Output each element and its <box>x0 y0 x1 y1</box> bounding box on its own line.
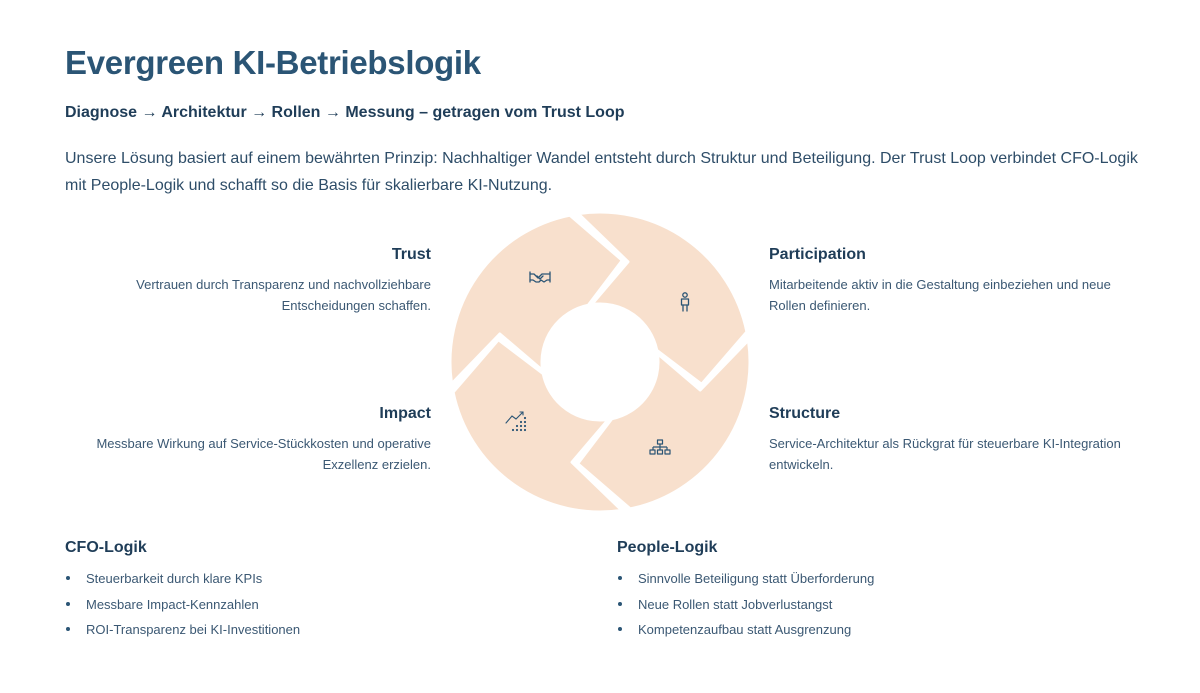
quadrant-structure <box>769 405 1139 475</box>
quadrant-participation-title: Participation <box>769 246 866 263</box>
list-item: ROI-Transparenz bei KI-Investitionen <box>65 620 465 646</box>
quadrant-trust-text: Vertrauen durch Transparenz und nachvollziehbare Entscheidungen schaffen. <box>136 277 431 313</box>
cfo-logic-title: CFO-Logik <box>65 539 147 556</box>
quadrant-impact-text: Messbare Wirkung auf Service-Stückkosten und operative Exzellenz erzielen. <box>96 436 431 472</box>
list-item: Sinnvolle Beteiligung statt Überforderung <box>617 569 1017 595</box>
cfo-logic-list <box>65 569 465 646</box>
quadrant-trust <box>61 246 431 316</box>
quadrant-participation <box>769 246 1139 316</box>
list-item: Messbare Impact-Kennzahlen <box>65 595 465 621</box>
list-item: Steuerbarkeit durch klare KPIs <box>65 569 465 595</box>
people-logic-list <box>617 569 1017 646</box>
quadrant-impact-title: Impact <box>379 405 431 422</box>
quadrant-impact <box>61 405 431 475</box>
trust-loop-cycle <box>440 202 760 522</box>
list-item: Neue Rollen statt Jobverlustangst <box>617 595 1017 621</box>
cfo-logic-column <box>65 539 465 646</box>
people-logic-title: People-Logik <box>617 539 718 556</box>
quadrant-structure-title: Structure <box>769 405 841 422</box>
page-subtitle: Diagnose → Architektur → Rollen → Messung – getragen vom Trust Loop <box>65 104 625 121</box>
quadrant-structure-text: Service-Architektur als Rückgrat für steuerbare KI-Integration entwickeln. <box>769 436 1121 472</box>
list-item: Kompetenzaufbau statt Ausgrenzung <box>617 620 1017 646</box>
quadrant-trust-title: Trust <box>391 246 431 263</box>
people-logic-column <box>617 539 1017 646</box>
page-title: Evergreen KI-Betriebslogik <box>65 44 481 81</box>
intro-paragraph: Unsere Lösung basiert auf einem bewährten Prinzip: Nachhaltiger Wandel entsteht durch Struktur und Beteiligung. Der Trust Loop verbindet CFO-Logik mit People-Logik und schafft so die Basis für skalierbare KI-Nutzung. <box>65 150 1138 194</box>
quadrant-participation-text: Mitarbeitende aktiv in die Gestaltung einbeziehen und neue Rollen definieren. <box>769 277 1111 313</box>
